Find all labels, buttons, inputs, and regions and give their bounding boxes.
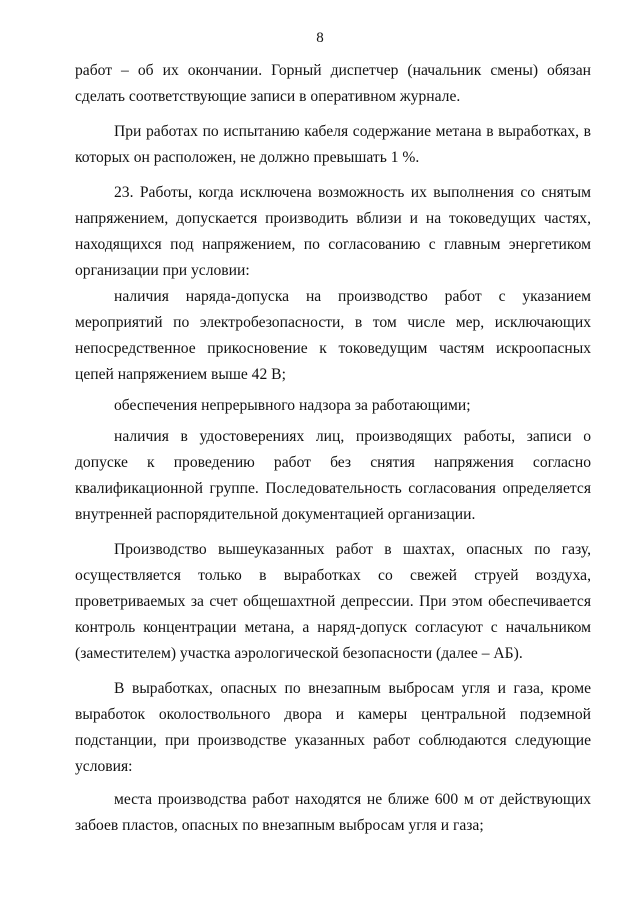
paragraph-condition-supervision: обеспечения непрерывного надзора за работающими; xyxy=(114,397,471,414)
page-number: 8 xyxy=(316,30,324,46)
paragraph-condition-distance: места производства работ находятся не ближе 600 м от действующих забоев пластов, опасных по внезапным выбросам угля и газа; xyxy=(75,791,591,834)
paragraph-outburst-workings: В выработках, опасных по внезапным выбросам угля и газа, кроме выработок околоствольного двора и камеры центральной подземной подстанции, при производстве указанных работ соблюдаются следующие условия: xyxy=(75,680,591,775)
paragraph-condition-certificates: наличия в удостоверениях лиц, производящих работы, записи о допуске к проведению работ без снятия напряжения согласно квалификационной группе. Последовательность согласования определяется внутренней распорядительной документацией организации. xyxy=(75,428,591,523)
paragraph-condition-work-permit: наличия наряда-допуска на производство работ с указанием мероприятий по электробезопасности, в том числе мер, исключающих непосредственное прикосновение к токоведущим частям искроопасных цепей напряжением выше 42 В; xyxy=(75,288,591,383)
paragraph-work-completion: работ – об их окончании. Горный диспетчер (начальник смены) обязан сделать соответствующие записи в оперативном журнале. xyxy=(75,62,591,105)
paragraph-gassy-mines: Производство вышеуказанных работ в шахтах, опасных по газу, осуществляется только в выработках со свежей струей воздуха, проветриваемых за счет общешахтной депрессии. При этом обеспечивается контроль концентрации метана, а наряд-допуск согласуют с начальником (заместителем) участка аэрологической безопасности (далее – АБ). xyxy=(75,541,591,662)
paragraph-cable-testing: При работах по испытанию кабеля содержание метана в выработках, в которых он расположен, не должно превышать 1 %. xyxy=(75,123,591,166)
document-body xyxy=(75,58,591,839)
paragraph-item-23: 23. Работы, когда исключена возможность их выполнения со снятым напряжением, допускается производить вблизи и на токоведущих частях, находящихся под напряжением, по согласованию с главным энергетиком организации при условии: xyxy=(75,184,591,279)
